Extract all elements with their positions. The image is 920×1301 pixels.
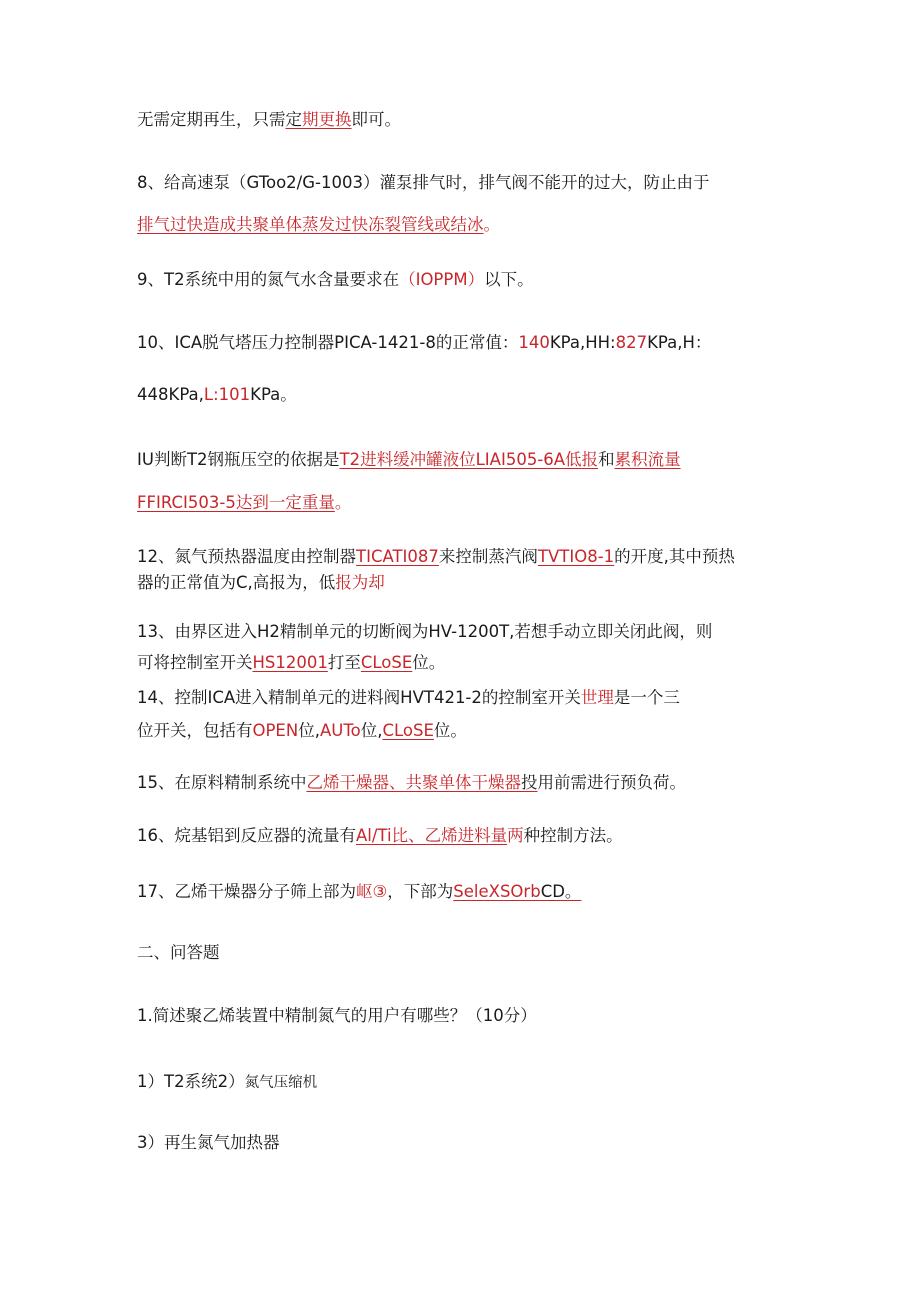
text: 位开关，包括有 xyxy=(137,721,253,740)
text: 位, xyxy=(298,721,320,740)
qa-question-1 xyxy=(137,1004,537,1028)
text: 16、烷基铝到反应器的流量有 xyxy=(137,826,356,845)
text: 15、在原料精制系统中 xyxy=(137,773,307,792)
answer-text: L:101 xyxy=(203,385,251,404)
question-16 xyxy=(137,824,623,848)
question-11-line-1 xyxy=(137,448,681,472)
answer-text: 岖③ xyxy=(356,882,388,901)
answer-text: HS12001 xyxy=(252,653,328,672)
text: 投 xyxy=(521,773,538,792)
answer-text: 两 xyxy=(507,826,524,845)
answer-text: 报为却 xyxy=(335,573,385,592)
answer-text: SeleXSOrb xyxy=(453,882,541,901)
text: 可将控制室开关 xyxy=(137,653,253,672)
text: KPa。 xyxy=(250,385,297,404)
text: 9、T2系统中用的氮气水含量要求在 xyxy=(137,270,400,289)
text: 10、ICA脱气塔压力控制器PICA-1421-8的正常值： xyxy=(137,333,519,352)
text: 和 xyxy=(598,450,615,469)
question-13-line-1 xyxy=(137,620,712,644)
question-10-line-2 xyxy=(137,383,297,407)
text: 。 xyxy=(483,215,500,234)
question-8-line-1 xyxy=(137,171,709,195)
text: 即可。 xyxy=(351,110,401,129)
text: 1.简述聚乙烯装置中精制氮气的用户有哪些？（10分） xyxy=(137,1006,537,1025)
text: 二、问答题 xyxy=(137,943,220,962)
qa-answer-line-1 xyxy=(137,1070,317,1094)
answer-text: CLoSE xyxy=(360,653,413,672)
text: 位。 xyxy=(412,653,446,672)
answer-text: T2进料缓冲罐液位LIAI505-6A低报 xyxy=(339,450,599,469)
text: 14、控制ICA进入精制单元的进料阀HVT421-2的控制室开关 xyxy=(137,688,581,707)
answer-text: 排气过快造成共聚单体蒸发过快冻裂管线或结冰 xyxy=(137,215,484,234)
answer-text: CLoSE xyxy=(382,721,434,740)
text: 3）再生氮气加热器 xyxy=(137,1133,280,1152)
question-13-line-2 xyxy=(137,651,445,675)
question-14-line-2 xyxy=(137,719,467,743)
question-9 xyxy=(137,268,534,292)
text: CD。 xyxy=(540,882,582,901)
qa-answer-line-2 xyxy=(137,1131,280,1155)
answer-text: 乙烯干燥器、共聚单体干燥器 xyxy=(306,773,521,792)
section-heading xyxy=(137,941,220,965)
text: 用前需进行预负荷。 xyxy=(537,773,686,792)
text: 无需定期再生，只需 xyxy=(137,110,286,129)
text: 位, xyxy=(360,721,383,740)
answer-text: TICATI087 xyxy=(356,547,439,566)
answer-text: 827 xyxy=(615,333,648,352)
text: 种控制方法。 xyxy=(523,826,623,845)
text: 的开度,其中预热 xyxy=(614,547,735,566)
answer-text: 140 xyxy=(518,333,550,352)
question-15 xyxy=(137,771,686,795)
text: 12、氮气预热器温度由控制器 xyxy=(137,547,356,566)
text: 13、由界区进入H2精制单元的切断阀为HV-1200T,若想手动立即关闭此阀，则 xyxy=(137,622,713,641)
question-11-line-2 xyxy=(137,491,351,515)
text: 氮气压缩机 xyxy=(244,1075,318,1091)
text-line-1 xyxy=(137,108,401,132)
text: 器的正常值为C,高报为，低 xyxy=(137,573,336,592)
text: ，下部为 xyxy=(387,882,454,901)
answer-text: 世理 xyxy=(580,688,614,707)
question-10-line-1 xyxy=(137,331,711,355)
question-14-line-1 xyxy=(137,686,680,710)
question-17 xyxy=(137,880,581,904)
text: 打至 xyxy=(327,653,361,672)
text: 来控制蒸汽阀 xyxy=(438,547,538,566)
text: 是一个三 xyxy=(613,688,680,707)
answer-text: AUTo xyxy=(319,721,361,740)
question-8-line-2 xyxy=(137,213,500,237)
text: 8、给高速泵（GToo2/G-1003）灌泵排气时，排气阀不能开的过大，防止由于 xyxy=(137,173,710,192)
text: 17、乙烯干燥器分子筛上部为 xyxy=(137,882,356,901)
text: 448KPa, xyxy=(137,385,204,404)
text: 1）T2系统2） xyxy=(137,1072,245,1091)
answer-text: OPEN xyxy=(252,721,299,740)
question-12-line-1 xyxy=(137,545,735,569)
answer-text: Al/Ti比、乙烯进料量 xyxy=(356,826,508,845)
text: 。 xyxy=(334,493,352,512)
answer-text: 期更换 xyxy=(302,110,352,129)
text: KPa,H： xyxy=(647,333,712,352)
text: KPa,HH: xyxy=(549,333,616,352)
answer-text: FFIRCI503-5达到一定重量 xyxy=(137,493,335,512)
answer-underline: 定 xyxy=(285,110,302,129)
answer-text: TVTIO8-1 xyxy=(537,547,615,566)
answer-text: （IOPPM） xyxy=(399,270,485,289)
question-12-line-2 xyxy=(137,571,385,595)
answer-text: 累积流量 xyxy=(614,450,681,469)
text: IU判断T2钢瓶压空的依据是 xyxy=(137,450,340,469)
text: 位。 xyxy=(433,721,467,740)
text: 以下。 xyxy=(484,270,534,289)
